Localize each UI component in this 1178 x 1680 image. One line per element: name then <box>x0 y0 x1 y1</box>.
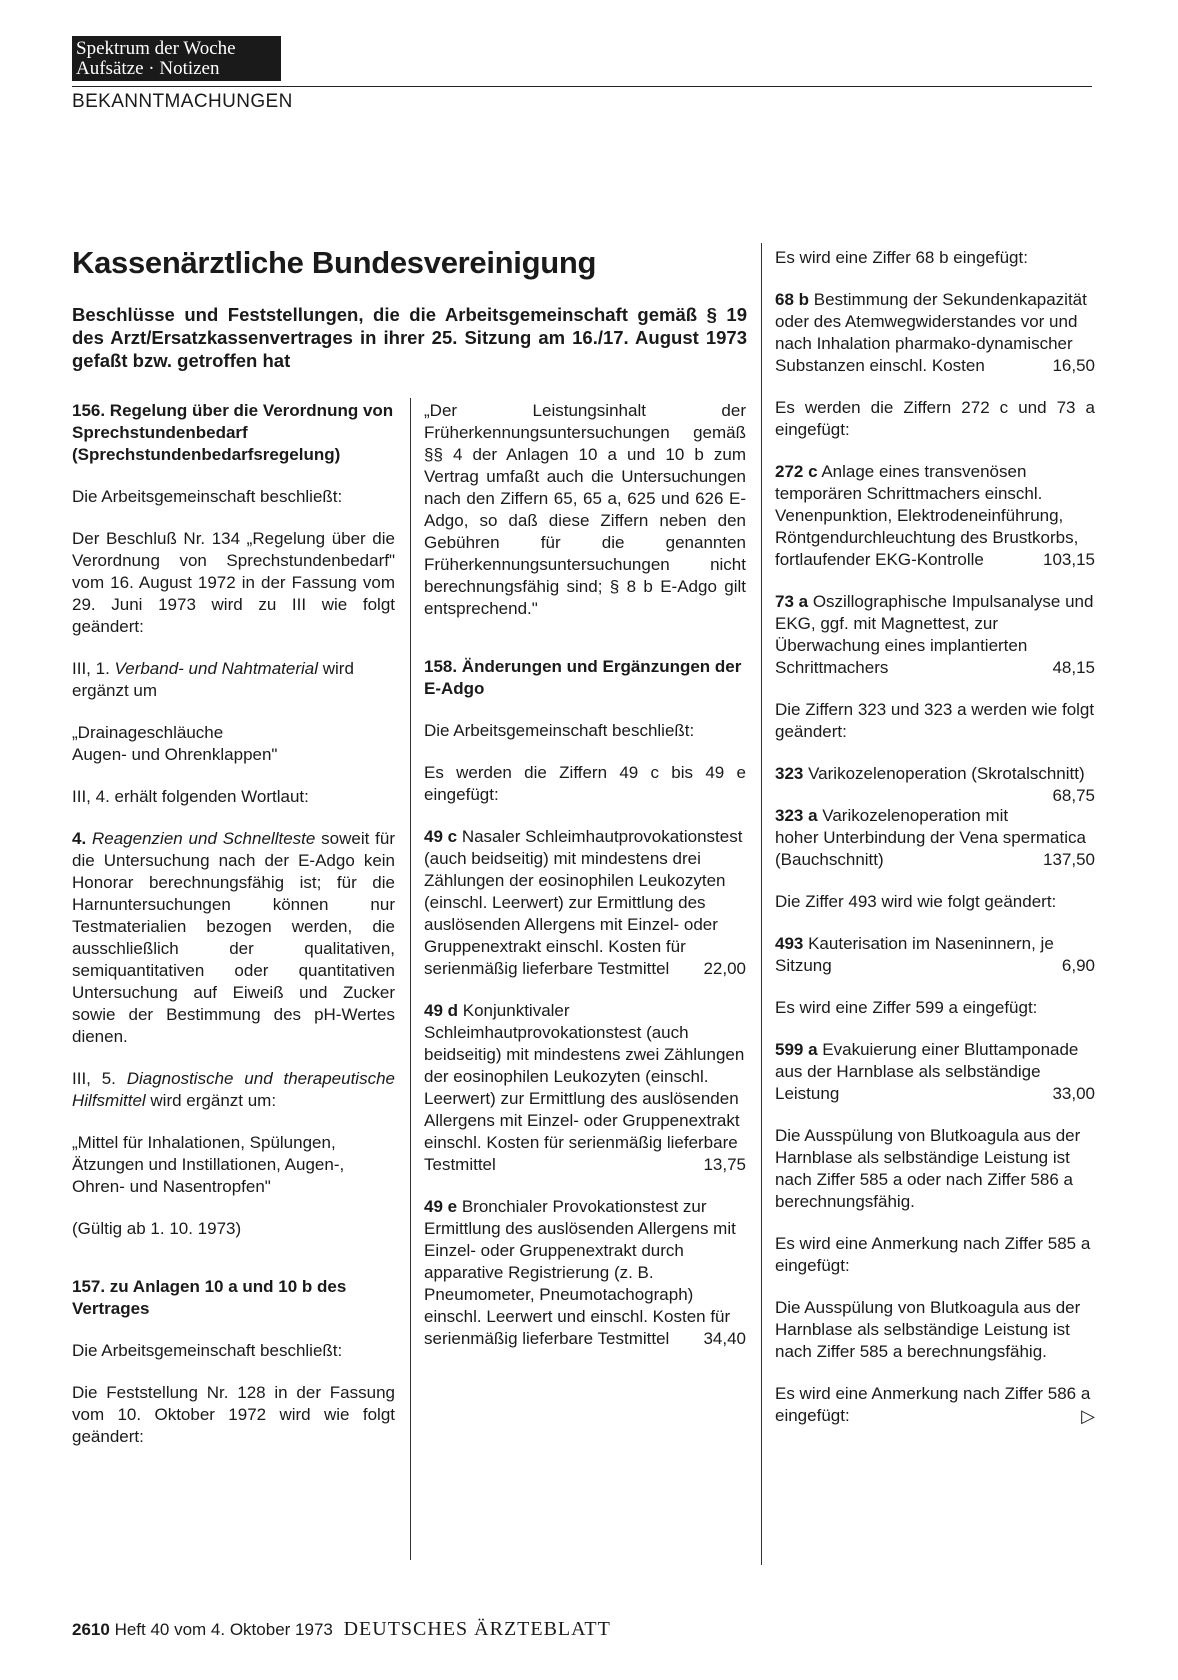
paragraph: „Der Leistungsinhalt der Früherkennungsuntersuchungen gemäß §§ 4 der Anlagen 10 a und 10 b zum Vertrag umfaßt auch die Untersuchungen nach den Ziffern 65, 65 a, 625 und 626 E-Adgo, so daß diese Ziffern neben den Gebühren für die genannten Früherkennungsuntersuchungen nicht berechnungsfähig sind; § 8 b E-Adgo gilt entsprechend." <box>424 401 746 618</box>
item-number: 4. <box>72 829 87 848</box>
text: soweit für die Untersuchung nach der E-Adgo kein Honorar berechnungsfähig ist; für die Harnuntersuchungen können nur Testmaterialien bezogen werden, die ausschließlich der qualitativen, semiquantitativen oder quantitativen Untersuchung auf Eiweiß und Zucker sowie der Bestimmung des pH-Wertes dienen. <box>72 829 395 1046</box>
item-price: 33,00 <box>1052 1084 1095 1103</box>
italic-text: Diagnostische und therapeutische Hilfsmittel <box>72 1069 395 1110</box>
paragraph: Die Ziffer 493 wird wie folgt geändert: <box>775 892 1057 911</box>
section-tag <box>72 36 281 81</box>
tag-line-2: Aufsätze · Notizen <box>76 58 220 79</box>
item-number: 323 a <box>775 806 818 825</box>
paragraph: Die Feststellung Nr. 128 in der Fassung vom 10. Oktober 1972 wird wie folgt geändert: <box>72 1383 395 1446</box>
item-price: 13,75 <box>703 1155 746 1174</box>
fee-item-73a <box>775 591 1095 679</box>
paragraph: „Mittel für Inhalationen, Spülungen, Ätzungen und Instillationen, Augen-, Ohren- und Nasentropfen" <box>72 1133 345 1196</box>
fee-item-49d <box>424 1000 746 1176</box>
text: Augen- und Ohrenklappen" <box>72 745 278 764</box>
paragraph <box>72 828 395 1048</box>
item-price: 34,40 <box>703 1329 746 1348</box>
paragraph: Die Ausspülung von Blutkoagula aus der Harnblase als selbständige Leistung ist nach Ziffer 585 a berechnungsfähig. <box>775 1298 1081 1361</box>
italic-text: Verband- und Nahtmaterial <box>114 659 319 678</box>
continue-arrow-icon: ▷ <box>1081 1406 1095 1426</box>
header-rule <box>72 86 1092 87</box>
italic-text: Reagenzien und Schnellteste <box>86 829 316 848</box>
fee-item-323 <box>775 763 1095 805</box>
item-number: 49 d <box>424 1001 459 1020</box>
heading-158: 158. Änderungen und Ergänzungen der E-Adgo <box>424 657 742 698</box>
item-number: 493 <box>775 934 804 953</box>
paragraph: Es wird eine Ziffer 68 b eingefügt: <box>775 248 1028 267</box>
paragraph: Die Arbeitsgemeinschaft beschließt: <box>424 721 695 740</box>
item-text: Evakuierung einer Bluttamponade aus der Harnblase als selbständige Leistung <box>775 1040 1079 1103</box>
item-price: 68,75 <box>1052 786 1095 805</box>
magazine-name: DEUTSCHES ÄRZTEBLATT <box>343 1618 611 1640</box>
item-price: 48,15 <box>1052 658 1095 677</box>
paragraph: III, 4. erhält folgenden Wortlaut: <box>72 787 309 806</box>
text: III, 1. <box>72 659 115 678</box>
item-text: Varikozelenoperation (Skrotalschnitt) <box>803 764 1085 783</box>
item-price: 6,90 <box>1061 956 1095 975</box>
fee-item-49e <box>424 1196 746 1350</box>
text: wird ergänzt um <box>72 659 354 700</box>
item-price: 137,50 <box>1043 850 1095 869</box>
paragraph <box>72 658 395 702</box>
item-number: 599 a <box>775 1040 818 1059</box>
text: III, 5. <box>72 1069 127 1088</box>
item-text: Varikozelenoperation mit hoher Unterbindung der Vena spermatica (Bauchschnitt) <box>775 806 1086 869</box>
item-price: 22,00 <box>703 959 746 978</box>
paragraph: Die Arbeitsgemeinschaft beschließt: <box>72 1341 343 1360</box>
column-divider-1 <box>410 398 411 1560</box>
item-text: Bestimmung der Sekundenkapazität oder des Atemwegwiderstandes vor und nach Inhalation pharmako-dynamischer Substanzen einschl. Kosten <box>775 290 1087 375</box>
paragraph <box>72 722 395 766</box>
text: Es wird eine Anmerkung nach Ziffer 586 a eingefügt: <box>775 1384 1091 1425</box>
paragraph: Die Arbeitsgemeinschaft beschließt: <box>72 487 343 506</box>
paragraph: Es wird eine Anmerkung nach Ziffer 585 a eingefügt: <box>775 1234 1091 1275</box>
paragraph: Die Ziffern 323 und 323 a werden wie folgt geändert: <box>775 700 1095 741</box>
fee-item-599a <box>775 1039 1095 1105</box>
column-divider-2 <box>761 243 762 1565</box>
item-text: Bronchialer Provokationstest zur Ermittlung des auslösenden Allergens mit Einzel- oder Gruppenextrakt durch apparative Registrierung (z. B. Pneumometer, Pneumotachograph) einschl. Leerwert und einschl. Kosten für serienmäßig lieferbare Testmittel <box>424 1197 736 1348</box>
paragraph <box>72 1068 395 1112</box>
item-text: Anlage eines transvenösen temporären Schrittmachers einschl. Venenpunktion, Elektrodeneinführung, Röntgendurchleuchtung des Brustkorbs, fortlaufender EKG-Kontrolle <box>775 462 1079 569</box>
section-heading: BEKANNTMACHUNGEN <box>72 91 293 112</box>
item-number: 323 <box>775 764 804 783</box>
fee-item-323a <box>775 805 1095 871</box>
heading-156: 156. Regelung über die Verordnung von Sprechstundenbedarf (Sprechstundenbedarfsregelung) <box>72 401 394 464</box>
article-title: Kassenärztliche Bundesvereinigung <box>72 245 597 280</box>
item-number: 49 c <box>424 827 458 846</box>
column-1 <box>72 400 395 1468</box>
issue-info: Heft 40 vom 4. Oktober 1973 <box>114 1620 333 1639</box>
item-text: Nasaler Schleimhautprovokationstest (auch beidseitig) mit mindestens drei Zählungen der eosinophilen Leukozyten (einschl. Leerwert) zur Ermittlung des auslösenden Allergens mit Einzel- oder Gruppenextrakt einschl. Kosten für serienmäßig lieferbare Testmittel <box>424 827 743 978</box>
paragraph: Der Beschluß Nr. 134 „Regelung über die Verordnung von Sprechstundenbedarf" vom 16. August 1972 in der Fassung vom 29. Juni 1973 wird zu III wie folgt geändert: <box>72 529 395 636</box>
paragraph: (Gültig ab 1. 10. 1973) <box>72 1219 242 1238</box>
text: wird ergänzt um: <box>145 1091 277 1110</box>
fee-item-68b <box>775 289 1095 377</box>
column-2 <box>424 400 746 1370</box>
paragraph: Es werden die Ziffern 272 c und 73 a eingefügt: <box>775 398 1095 439</box>
article-subtitle: Beschlüsse und Feststellungen, die die Arbeitsgemeinschaft gemäß § 19 des Arzt/Ersatzkassenvertrages in ihrer 25. Sitzung am 16./17. August 1973 gefaßt bzw. getroffen hat <box>72 304 747 371</box>
fee-item-493 <box>775 933 1095 977</box>
paragraph: Die Ausspülung von Blutkoagula aus der Harnblase als selbständige Leistung ist nach Ziffer 585 a oder nach Ziffer 586 a berechnungsfähig. <box>775 1126 1081 1211</box>
text: „Drainageschläuche <box>72 723 224 742</box>
item-number: 68 b <box>775 290 810 309</box>
item-price: 103,15 <box>1043 550 1095 569</box>
tag-line-1: Spektrum der Woche <box>76 38 236 59</box>
item-text: Oszillographische Impulsanalyse und EKG, ggf. mit Magnettest, zur Überwachung eines implantierten Schrittmachers <box>775 592 1094 677</box>
fee-item-49c <box>424 826 746 980</box>
fee-item-272c <box>775 461 1095 571</box>
item-text: Kauterisation im Naseninnern, je Sitzung <box>775 934 1054 975</box>
page-number: 2610 <box>72 1620 110 1639</box>
item-number: 49 e <box>424 1197 458 1216</box>
column-3 <box>775 247 1095 1447</box>
paragraph: Es werden die Ziffern 49 c bis 49 e eingefügt: <box>424 763 746 804</box>
item-price: 16,50 <box>1052 356 1095 375</box>
item-number: 73 a <box>775 592 809 611</box>
heading-157: 157. zu Anlagen 10 a und 10 b des Vertrages <box>72 1277 347 1318</box>
paragraph: Es wird eine Ziffer 599 a eingefügt: <box>775 998 1038 1017</box>
item-text: Konjunktivaler Schleimhautprovokationstest (auch beidseitig) mit mindestens zwei Zählungen der eosinophilen Leukozyten (einschl. Leerwert) zur Ermittlung des auslösenden Allergens mit Einzel- oder Gruppenextrakt einschl. Kosten für serienmäßig lieferbare Testmittel <box>424 1001 745 1174</box>
paragraph <box>775 1383 1095 1427</box>
item-number: 272 c <box>775 462 818 481</box>
page-footer <box>72 1618 611 1641</box>
